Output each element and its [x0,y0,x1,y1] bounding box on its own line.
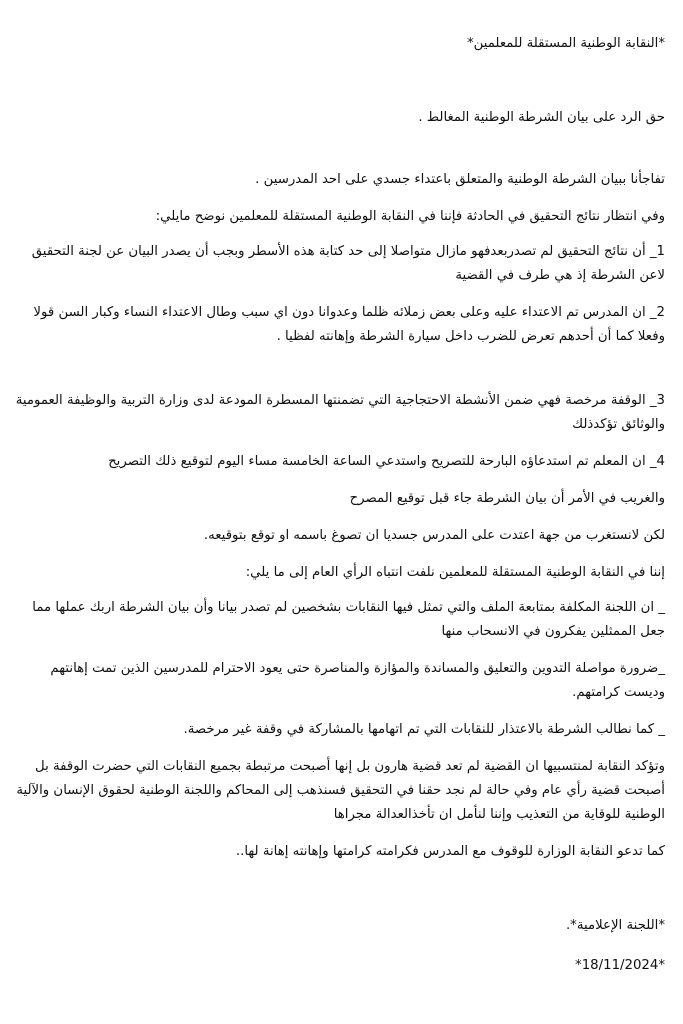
note-3: _ كما نطالب الشرطة بالاعتذار للنقابات التي تم اتهامها بالمشاركة في وقفة غير مرخصة. [183,722,665,737]
call-paragraph: كما تدعو النقابة الوزارة للوقوف مع المدرس فكرامته كرامتها وإهانته إهانة لها.. [235,844,665,859]
point-3: 3_ الوقفة مرخصة فهي ضمن الأنشطة الاحتجاجية التي تضمنتها المسطرة المودعة لدى وزارة التربية والوظيفة العمومية والوثائق تؤكدذلك [15,393,665,432]
question-paragraph: لكن لانستغرب من جهة اعتدت على المدرس جسديا ان تصوغ باسمه او توقع بتوقيعه. [203,528,665,543]
strange-paragraph: والغريب في الأمر أن بيان الشرطة جاء قبل توقيع المصرح [349,491,665,506]
note-1: _ ان اللجنة المكلفة بمتابعة الملف والتي تمثل فيها النقابات بشخصين لم تصدر بيانا وأن بيان الشرطة اربك عملها مما جعل الممثلين يفكرون في الانسحاب منها [32,600,665,639]
point-1: 1_ أن نتائج التحقيق لم تصدربعدفهو مازال متواصلا إلى حد كتابة هذه الأسطر وبجب أن يصدر البيان عن لجنة التحقيق لاعن الشرطة إذ هي طرف في القضية [31,244,665,283]
point-4: 4_ ان المعلم تم استدعاؤه البارحة للتصريح واستدعي الساعة الخامسة مساء اليوم لتوقيع ذلك التصريح [108,454,665,469]
intro-paragraph: تفاجأنا ببيان الشرطة الوطنية والمتعلق باعتداء جسدي على احد المدرسين . [255,172,665,187]
signature: *اللجنة الإعلامية*. [565,918,665,933]
point-2: 2_ ان المدرس تم الاعتداء عليه وعلى بعض زملائه ظلما وعدوانا دون اي سبب وطال الاعتداء النساء وكبار السن قولا وفعلا كما أن أحدهم تعرض للضرب داخل سيارة الشرطة وإهانته لفظيا . [33,305,665,344]
date: *18/11/2024* [575,958,665,973]
statement-title: حق الرد على بيان الشرطة الوطنية المغالط . [418,110,665,125]
lead-paragraph: وفي انتظار نتائج التحقيق في الحادثة فإننا في النقابة الوطنية المستقلة للمعلمين نوضح مايلي: [155,209,665,224]
attention-paragraph: إننا في النقابة الوطنية المستقلة للمعلمين نلفت انتباه الرأي العام إلى ما يلي: [245,565,665,580]
note-2: _ضرورة مواصلة التدوين والتعليق والمساندة والمؤازة والمناصرة حتى يعود الاحترام للمدرسين الذين تمت إهانتهم وديست كرامتهم. [50,661,665,700]
affirm-paragraph: وتؤكد النقابة لمنتسبيها ان القضية لم تعد قضية هارون بل إنها أصبحت مرتبطة بجميع النقابات التي حضرت الوقفة بل أصبحت قضية رأي عام وفي حالة لم نجد حقنا في التحقيق فسنذهب إلى المحاكم واللجنة الوطنية لحقوق الإنسان والآلية الوطنية للوقاية من التعذيب وإننا لنأمل ان تأخذالعدالة مجراها [16,759,665,822]
union-header: *النقابة الوطنية المستقلة للمعلمين* [466,36,665,51]
